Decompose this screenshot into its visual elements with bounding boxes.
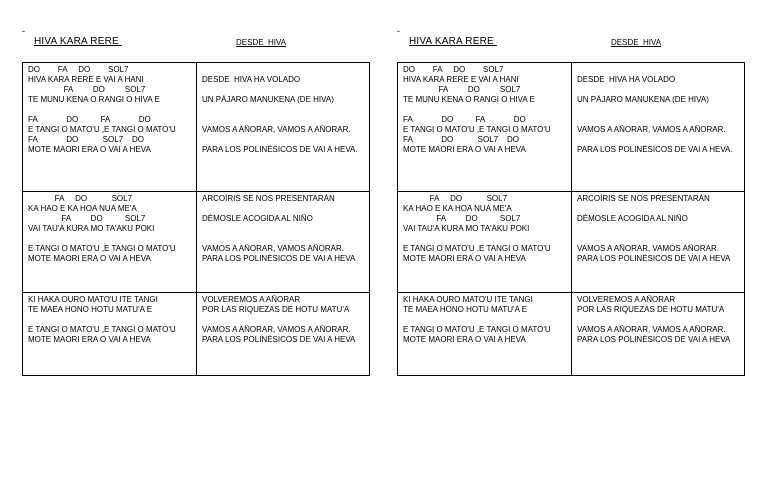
lyric-line: DESDE HIVA HA VOLADO xyxy=(577,75,676,84)
lyric-line xyxy=(202,105,365,115)
lyric-line: MOTE MAORI ERA O VAI A HEVA xyxy=(28,335,151,344)
lyric-line: POR LAS RIQUEZAS DE HOTU MATU'A xyxy=(577,305,725,314)
lyric-line: VAI TAU'A KURA MO TA'AKU POKI xyxy=(28,224,155,233)
lyric-line xyxy=(403,315,567,325)
rapanui-cell xyxy=(23,192,197,293)
lyric-line: MOTE MAORI ERA O VAI A HEVA xyxy=(403,335,526,344)
lyric-line xyxy=(202,224,365,234)
lyric-line: PARA LOS POLINÉSICOS DE VAI A HEVA xyxy=(577,254,731,263)
lyric-line: VAMOS A AÑORAR, VAMOS AÑORAR. xyxy=(577,244,719,253)
lyric-line: FA DO SOL7 xyxy=(28,85,146,94)
lyric-line: VAMOS A AÑORAR, VAMOS A AÑORAR. xyxy=(202,325,351,334)
lyric-line xyxy=(577,135,740,145)
song-title: HIVA KARA RERE xyxy=(34,36,122,47)
section-row-1 xyxy=(398,63,745,192)
spanish-cell xyxy=(197,63,370,192)
lyric-line: ARCOÍRIS SE NOS PRESENTARÁN xyxy=(202,194,335,203)
section-row-1 xyxy=(23,63,370,192)
lyric-line: DÉMOSLE ACOGIDA AL NIÑO xyxy=(202,214,313,223)
lyric-line: HIVA KARA RERE E VAI A HANI xyxy=(28,75,144,84)
rapanui-cell xyxy=(398,192,572,293)
lyric-line: E TANGI O MATO'U ,E TANGI O MATO'U xyxy=(403,125,551,134)
dash-mark: - xyxy=(397,26,400,36)
lyrics-table xyxy=(397,62,745,376)
lyric-line: TE MUNU KENA O RANGI O HIVA E xyxy=(28,95,160,104)
lyric-line xyxy=(202,315,365,325)
rapanui-cell xyxy=(398,293,572,376)
dash-mark: - xyxy=(22,26,25,36)
lyric-line: PARA LOS POLINÉSICOS DE VAI A HEVA. xyxy=(202,145,358,154)
song-sheet-right xyxy=(397,0,747,400)
rapanui-cell xyxy=(398,63,572,192)
spanish-cell xyxy=(572,63,745,192)
spanish-cell xyxy=(572,293,745,376)
lyric-line: TE MUNU KENA O RANGI O HIVA E xyxy=(403,95,535,104)
rapanui-cell xyxy=(23,63,197,192)
lyric-line xyxy=(202,135,365,145)
song-title: HIVA KARA RERE xyxy=(409,36,497,47)
lyric-line xyxy=(28,234,192,244)
lyric-line: VAMOS A AÑORAR, VAMOS A AÑORAR. xyxy=(577,125,726,134)
lyric-line xyxy=(577,315,740,325)
lyric-line: VAI TAU'A KURA MO TA'AKU POKI xyxy=(403,224,530,233)
lyric-line: VAMOS A AÑORAR, VAMOS A AÑORAR. xyxy=(202,125,351,134)
lyric-line: E TANGI O MATO'U ,E TANGI O MATO'U xyxy=(403,325,551,334)
lyric-line xyxy=(577,105,740,115)
lyric-line: VAMOS A AÑORAR, VAMOS A AÑORAR. xyxy=(577,325,726,334)
lyric-line: PARA LOS POLINÉSICOS DE VAI A HEVA. xyxy=(577,145,733,154)
spanish-cell xyxy=(197,192,370,293)
lyric-line xyxy=(202,115,365,125)
lyric-line xyxy=(577,204,740,214)
lyric-line: FA DO SOL7 xyxy=(28,214,146,223)
section-row-2 xyxy=(398,192,745,293)
rapanui-cell xyxy=(23,293,197,376)
lyric-line xyxy=(577,65,740,75)
lyric-line xyxy=(577,85,740,95)
lyric-line: DESDE HIVA HA VOLADO xyxy=(202,75,301,84)
lyric-line: FA DO SOL7 xyxy=(28,194,133,203)
lyric-line xyxy=(28,315,192,325)
lyric-line: KI HAKA OURO MATO'U ITE TANGI xyxy=(28,295,158,304)
lyric-line xyxy=(577,234,740,244)
lyric-line: UN PÁJARO MANUKENA (DE HIVA) xyxy=(202,95,334,104)
lyric-line: POR LAS RIQUEZAS DE HOTU MATU'A xyxy=(202,305,350,314)
lyric-line: FA DO FA DO xyxy=(28,115,151,124)
lyric-line: KA HAO E KA HOA NUA ME'A xyxy=(28,204,137,213)
lyric-line xyxy=(403,105,567,115)
song-sheet-left xyxy=(22,0,372,400)
lyric-line: HIVA KARA RERE E VAI A HANI xyxy=(403,75,519,84)
lyric-line xyxy=(202,234,365,244)
lyric-line: E TANGI O MATO'U ,E TANGI O MATO'U xyxy=(28,244,176,253)
lyric-line: TE MAEA HONO HOTU MATU'A E xyxy=(403,305,528,314)
lyric-line: TE MAEA HONO HOTU MATU'A E xyxy=(28,305,153,314)
lyric-line: KA HAO E KA HOA NUA ME'A xyxy=(403,204,512,213)
lyric-line xyxy=(202,204,365,214)
lyric-line: KI HAKA OURO MATO'U ITE TANGI xyxy=(403,295,533,304)
lyric-line: FA DO SOL7 xyxy=(403,85,521,94)
lyric-line: PARA LOS POLINÉSICOS DE VAI A HEVA xyxy=(577,335,731,344)
lyric-line: FA DO SOL7 xyxy=(403,194,508,203)
song-subtitle: DESDE HIVA xyxy=(611,38,662,47)
lyric-line: PARA LOS POLINÉSICOS DE VAI A HEVA xyxy=(202,335,356,344)
lyric-line: FA DO SOL7 DO xyxy=(28,135,145,144)
lyric-line: DÉMOSLE ACOGIDA AL NIÑO xyxy=(577,214,688,223)
lyric-line: UN PÁJARO MANUKENA (DE HIVA) xyxy=(577,95,709,104)
lyric-line: FA DO FA DO xyxy=(403,115,526,124)
lyric-line: DO FA DO SOL7 xyxy=(403,65,504,74)
lyric-line xyxy=(28,105,192,115)
lyric-line: E TANGI O MATO'U ,E TANGI O MATO'U xyxy=(403,244,551,253)
lyric-line: PARA LOS POLINÉSICOS DE VAI A HEVA xyxy=(202,254,356,263)
lyric-line: MOTE MAORI ERA O VAI A HEVA xyxy=(403,145,526,154)
lyric-line: MOTE MAORI ERA O VAI A HEVA xyxy=(28,145,151,154)
lyric-line xyxy=(202,85,365,95)
section-row-3 xyxy=(398,293,745,376)
lyric-line: MOTE MAORI ERA O VAI A HEVA xyxy=(403,254,526,263)
lyric-line: VOLVEREMOS A AÑORAR xyxy=(202,295,301,304)
lyric-line: E TANGI O MATO'U ,E TANGI O MATO'U xyxy=(28,325,176,334)
lyric-line: DO FA DO SOL7 xyxy=(28,65,129,74)
song-subtitle: DESDE HIVA xyxy=(236,38,287,47)
lyric-line xyxy=(403,234,567,244)
lyric-line: FA DO SOL7 DO xyxy=(403,135,520,144)
spanish-cell xyxy=(572,192,745,293)
lyric-line: MOTE MAORI ERA O VAI A HEVA xyxy=(28,254,151,263)
lyric-line xyxy=(202,65,365,75)
spanish-cell xyxy=(197,293,370,376)
lyrics-table xyxy=(22,62,370,376)
lyric-line: VOLVEREMOS A AÑORAR xyxy=(577,295,676,304)
lyric-line xyxy=(577,115,740,125)
lyric-line: FA DO SOL7 xyxy=(403,214,521,223)
lyric-line xyxy=(577,224,740,234)
lyric-line: E TANGI O MATO'U ,E TANGI O MATO'U xyxy=(28,125,176,134)
lyric-line: VAMOS A AÑORAR, VAMOS AÑORAR. xyxy=(202,244,344,253)
section-row-3 xyxy=(23,293,370,376)
lyric-line: ARCOÍRIS SE NOS PRESENTARÁN xyxy=(577,194,710,203)
section-row-2 xyxy=(23,192,370,293)
